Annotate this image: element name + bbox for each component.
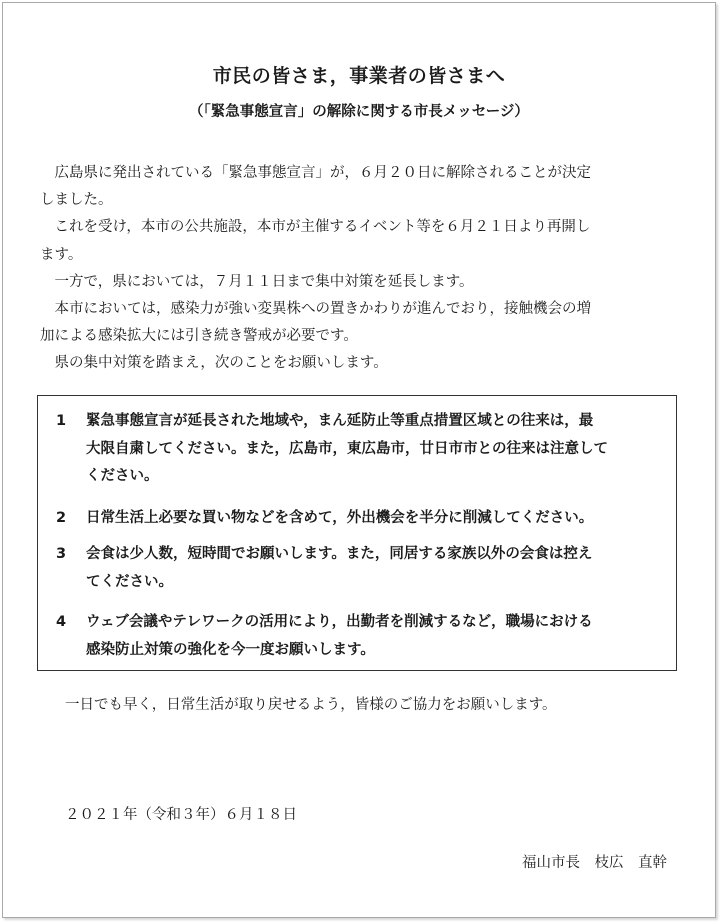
intro-paragraph-3: 一方で，県においては，７月１１日まで集中対策を延長します。 — [54, 273, 474, 290]
request-item-4 — [56, 609, 668, 664]
request-text-line: てください。 — [86, 573, 173, 590]
document-subtitle: （「緊急事態宣言」の解除に関する市長メッセージ） — [189, 104, 529, 120]
request-text-line: 会食は少人数，短時間でお願いします。また，同居する家族以外の会食は控え — [86, 546, 593, 562]
request-text-line: ウェブ会議やテレワークの活用により，出勤者を削減するなど，職場における — [86, 614, 593, 630]
request-number: 3 — [56, 546, 67, 562]
request-text-line: 大限自粛してください。また，広島市，東広島市，廿日市市との往来は注意して — [86, 440, 608, 457]
closing-message: 一日でも早く，日常生活が取り戻せるよう，皆様のご協力をお願いします。 — [65, 697, 557, 713]
request-item-1 — [56, 408, 668, 491]
signature: 福山市長 枝広 直幹 — [522, 855, 667, 871]
intro-paragraph-4-line-2: 加による感染拡大には引き続き警戒が必要です。 — [40, 328, 358, 345]
request-text-line: 緊急事態宣言が延長された地域や，まん延防止等重点措置区域との往来は，最 — [86, 413, 594, 429]
requests-box — [37, 395, 677, 671]
intro-paragraph-4-line-1: 本市においては，感染力が強い変異株への置きかわりが進んでおり，接触機会の増 — [54, 301, 591, 318]
intro-paragraph-5: 県の集中対策を踏まえ，次のことをお願いします。 — [54, 355, 388, 372]
document-title: 市民の皆さま，事業者の皆さまへ — [212, 65, 506, 87]
intro-section — [40, 160, 670, 378]
intro-paragraph-1-line-2: しました。 — [40, 192, 113, 209]
request-number: 4 — [56, 614, 67, 630]
request-item-2 — [56, 505, 668, 533]
intro-paragraph-1-line-1: 広島県に発出されている「緊急事態宣言」が，６月２０日に解除されることが決定 — [54, 165, 591, 181]
document-date: ２０２１年（令和３年）６月１８日 — [65, 807, 297, 823]
intro-paragraph-2-line-2: ます。 — [40, 246, 83, 263]
request-text-line: 感染防止対策の強化を今一度お願いします。 — [86, 641, 375, 658]
request-number: 1 — [56, 413, 67, 429]
request-text-line: ください。 — [86, 468, 159, 484]
request-text-line: 日常生活上必要な買い物などを含めて，外出機会を半分に削減してください。 — [86, 510, 594, 526]
request-item-3 — [56, 541, 668, 596]
document-page — [2, 2, 716, 918]
request-number: 2 — [56, 510, 67, 526]
intro-paragraph-2-line-1: これを受け，本市の公共施設，本市が主催するイベント等を６月２１日より再開し — [54, 219, 591, 236]
